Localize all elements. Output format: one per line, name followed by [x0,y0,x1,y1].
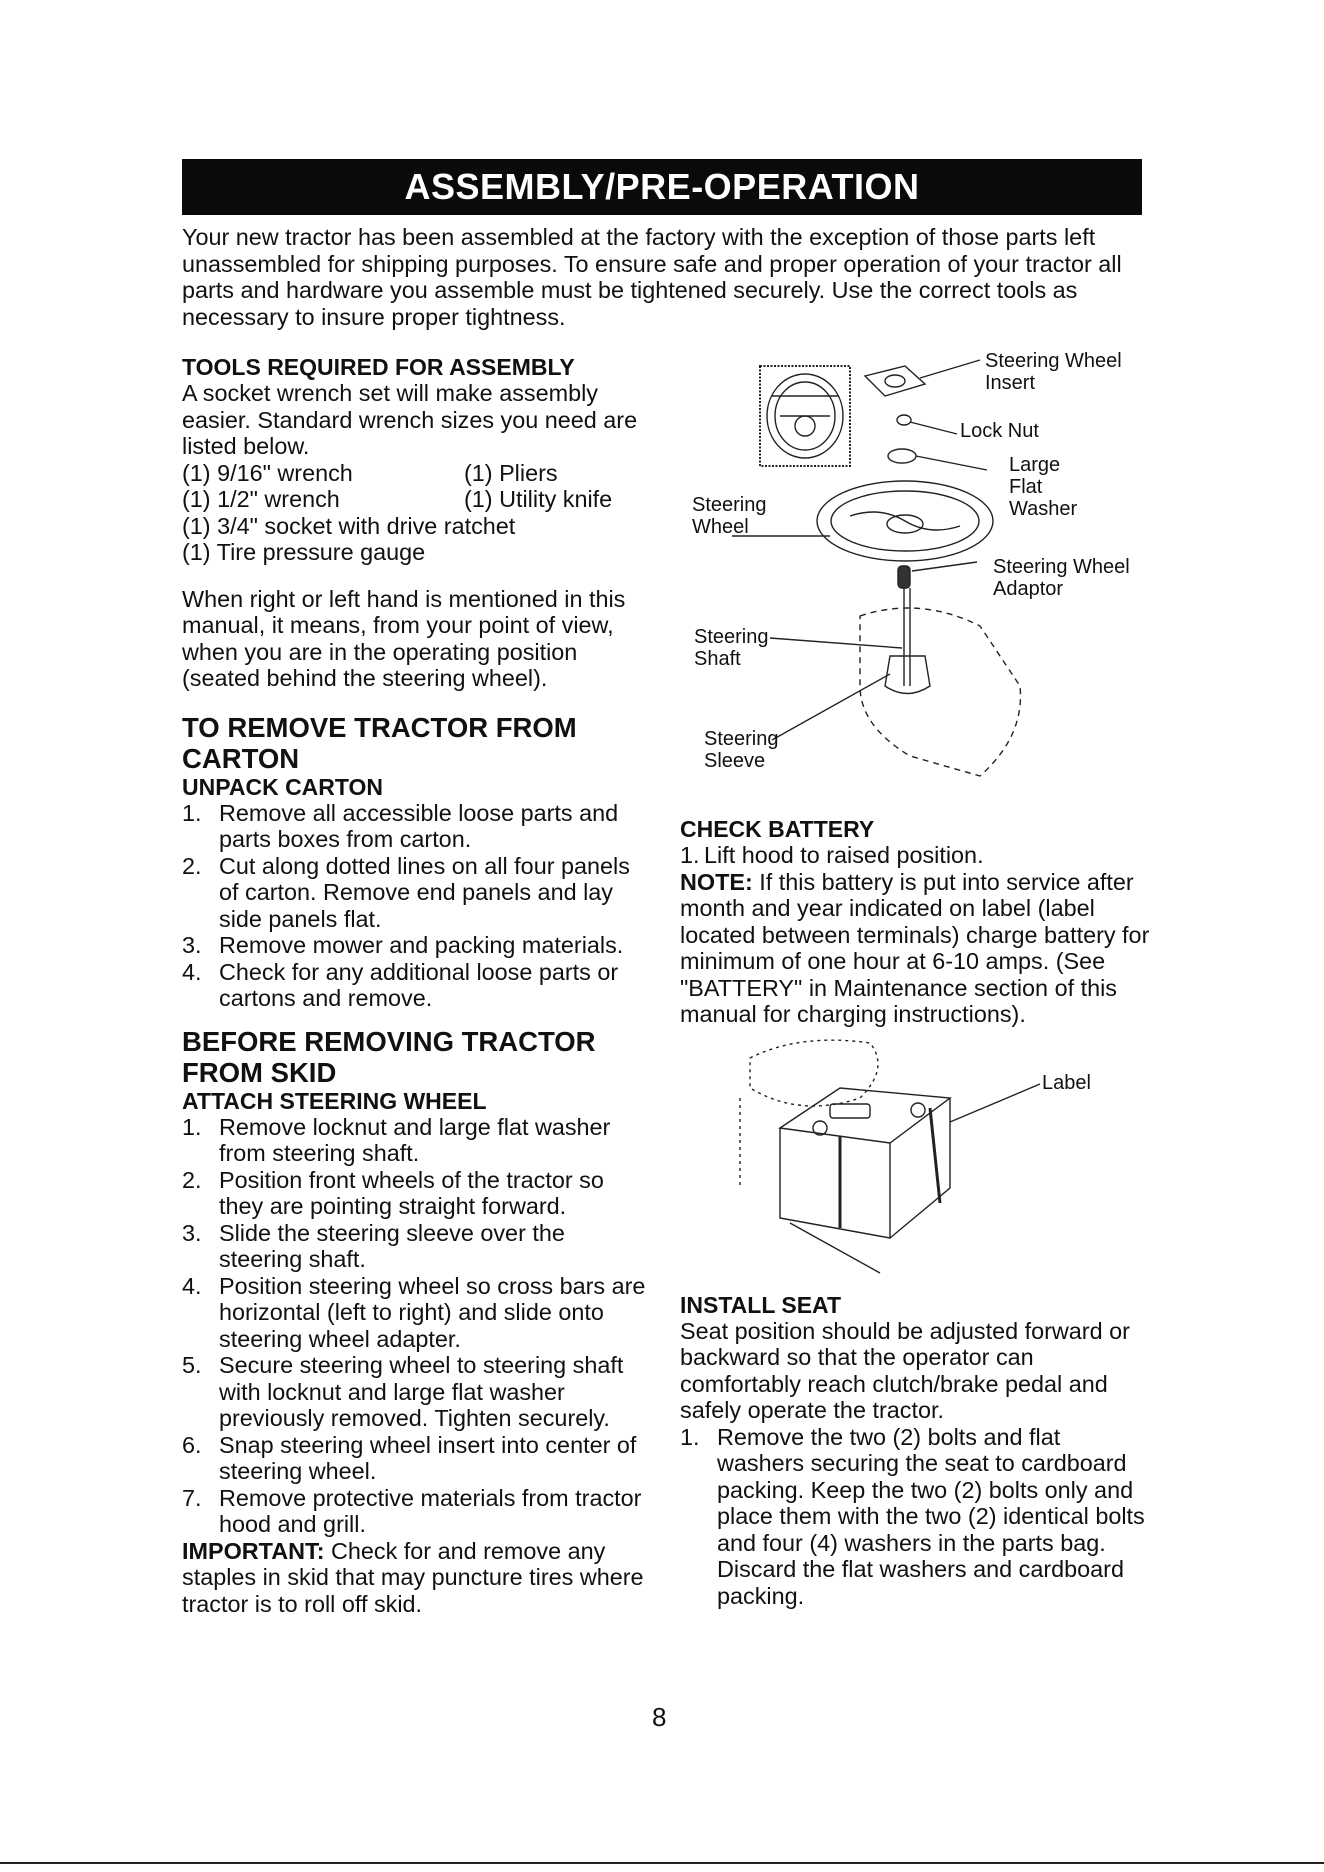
callout-label: Label [1042,1071,1091,1094]
callout-steering-wheel-adaptor: Steering Wheel Adaptor [993,556,1130,600]
tools-text: A socket wrench set will make assembly easier. Standard wrench sizes you need are listed below. [182,380,638,459]
steering-steps [182,1114,650,1538]
list-item: 1. Remove all accessible loose parts and parts boxes from carton. [182,799,619,852]
list-item: 1. Remove locknut and large flat washer from steering shaft. [182,1113,611,1166]
tool-item: (1) 9/16" wrench [182,459,353,486]
tool-item: (1) Pliers [464,459,558,486]
important-note: IMPORTANT: Check for and remove any staples in skid that may puncture tires where tractor is to roll off skid. [182,1537,644,1617]
battery-illustration [680,1028,1150,1288]
attach-steering-heading: ATTACH STEERING WHEEL [182,1087,487,1114]
list-item: 4. Position steering wheel so cross bars are horizontal (left to right) and slide onto steering wheel adapter. [182,1272,646,1352]
left-column [182,354,650,1617]
tools-heading: TOOLS REQUIRED FOR ASSEMBLY [182,354,575,380]
skid-heading: BEFORE REMOVING TRACTOR FROM SKID [182,1025,596,1088]
hand-note: When right or left hand is mentioned in this manual, it means, from your point of view, when you are in the operating position (seated behind the steering wheel). [182,585,626,691]
callout-steering-wheel: Steering Wheel [692,494,767,538]
seat-steps [680,1424,1150,1610]
list-item: 6. Snap steering wheel insert into center of steering wheel. [182,1431,637,1484]
list-item: 3. Slide the steering sleeve over the steering shaft. [182,1219,565,1272]
intro-paragraph: Your new tractor has been assembled at the factory with the exception of those parts left unassembled for shipping purposes. To ensure safe and proper operation of your tractor all parts and hardware you assemble must be tightened securely. Use the correct tools as necessary to insure proper tightness. [182,224,1122,330]
steering-assembly-figure [680,350,1150,816]
callout-steering-shaft: Steering Shaft [694,626,769,670]
bottom-rule [0,1862,1324,1864]
battery-figure [680,1028,1150,1288]
battery-note: NOTE: If this battery is put into service after month and year indicated on label (label located between terminals) charge battery for minimum of one hour at 6-10 amps. (See "BATTERY" in Maintenance section of this manual for charging instructions). [680,868,1150,1027]
list-item: 4. Check for any additional loose parts or cartons and remove. [182,958,619,1011]
seat-text: Seat position should be adjusted forward or backward so that the operator can comfortably reach clutch/brake pedal and safely operate the tractor. [680,1317,1130,1423]
remove-heading: TO REMOVE TRACTOR FROM CARTON [182,711,577,774]
list-item: 1. Remove the two (2) bolts and flat washers securing the seat to cardboard packing. Keep the two (2) bolts only and place them with the two (2) identical bolts and four (4) washers in the parts bag. Discard the flat washers and cardboard packing. [680,1423,1145,1609]
callout-steering-wheel-insert: Steering Wheel Insert [985,350,1122,394]
page-title: ASSEMBLY/PRE-OPERATION [182,159,1142,215]
callout-steering-sleeve: Steering Sleeve [704,728,779,772]
callout-lock-nut: Lock Nut [960,420,1039,442]
unpack-heading: UNPACK CARTON [182,773,384,800]
tool-item: (1) 1/2" wrench [182,486,340,512]
list-item: 5. Secure steering wheel to steering shaft with locknut and large flat washer previously removed. Tighten securely. [182,1352,624,1431]
tool-item: (1) Tire pressure gauge [182,539,426,565]
callout-large-flat-washer: Large Flat Washer [1009,454,1078,520]
install-seat-heading: INSTALL SEAT [680,1291,841,1318]
tool-item: (1) Utility knife [464,486,613,512]
list-item: 3. Remove mower and packing materials. [182,932,624,958]
unpack-steps [182,800,650,1012]
page-number: 8 [652,1702,667,1732]
tools-list [182,460,650,566]
battery-steps [680,842,1150,869]
list-item: 1. Lift hood to raised position. [680,842,984,868]
tool-item: (1) 3/4" socket with drive ratchet [182,512,516,539]
list-item: 2. Position front wheels of the tractor so they are pointing straight forward. [182,1166,604,1219]
right-column [680,350,1150,1609]
list-item: 7. Remove protective materials from tractor hood and grill. [182,1484,642,1537]
list-item: 2. Cut along dotted lines on all four panels of carton. Remove end panels and lay side panels flat. [182,852,630,932]
check-battery-heading: CHECK BATTERY [680,816,875,842]
